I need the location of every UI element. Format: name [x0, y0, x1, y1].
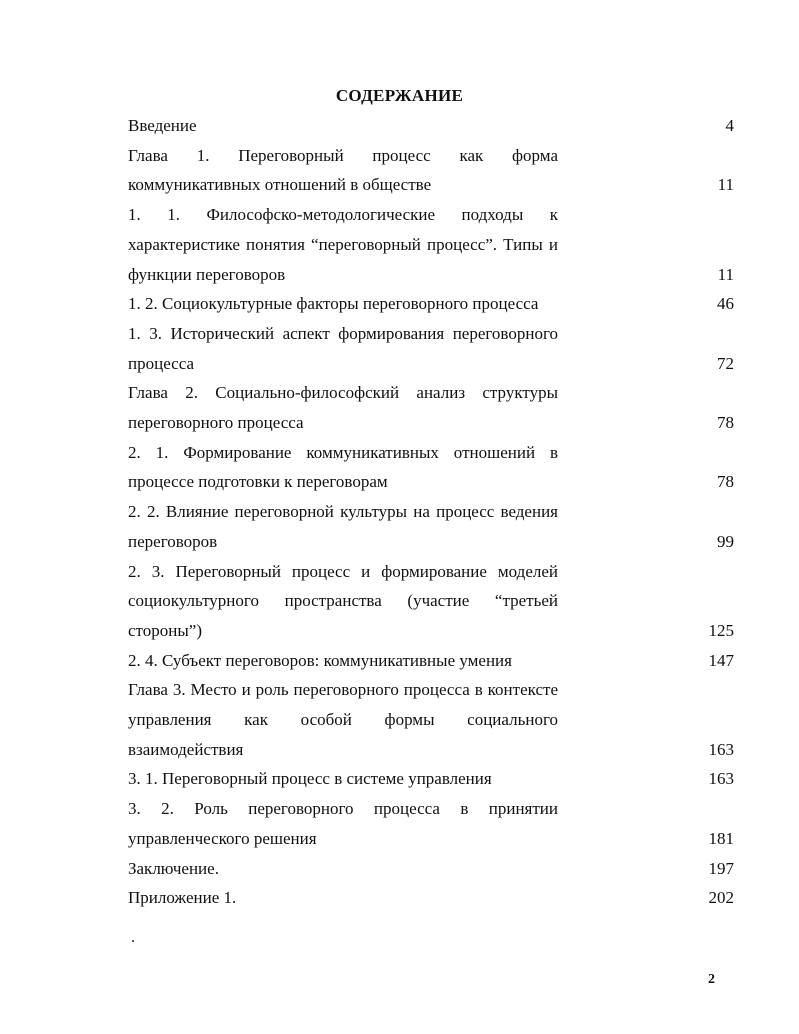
toc-entry [128, 141, 736, 200]
toc-entry-page: 163 [708, 739, 734, 759]
toc-entry-text: Глава 2. Социально-философский анализ структуры переговорного процесса [128, 383, 558, 433]
toc-entry-text: Глава 3. Место и роль переговорного процесса в контексте управления как особой формы социального взаимодействия [128, 680, 558, 759]
toc-entry-text: 2. 2. Влияние переговорной культуры на процесс ведения переговоров [128, 502, 558, 551]
toc-entry-text: Заключение. [128, 858, 219, 878]
toc-entry [128, 764, 736, 794]
toc-entry [128, 794, 736, 853]
toc-entry-text: Введение [128, 116, 197, 135]
toc-entry [128, 854, 736, 884]
toc-entry [128, 319, 736, 378]
toc-entry [128, 675, 736, 764]
stray-mark: . [131, 929, 135, 946]
toc-entry-page: 202 [708, 888, 734, 908]
toc-entry [128, 497, 736, 556]
toc-entry-page: 4 [725, 116, 734, 135]
toc-entry [128, 438, 736, 497]
toc-entry-page: 181 [708, 828, 734, 848]
toc-entry-text: 2. 4. Субъект переговоров: коммуникативные умения [128, 650, 512, 670]
toc-entry [128, 289, 736, 319]
page-number: 2 [708, 972, 715, 987]
toc-entry-page: 99 [717, 531, 734, 551]
table-of-contents [128, 111, 736, 913]
toc-entry [128, 646, 736, 676]
toc-entry-text: 3. 2. Роль переговорного процесса в принятии управленческого решения [128, 799, 558, 848]
toc-entry-text: 2. 1. Формирование коммуникативных отношений в процессе подготовки к переговорам [128, 442, 558, 492]
toc-entry-page: 125 [708, 620, 734, 640]
toc-entry-text: 2. 3. Переговорный процесс и формирование моделей социокультурного пространства (участие “третьей стороны”) [128, 561, 558, 640]
toc-entry-page: 197 [708, 858, 734, 878]
toc-entry-page: 11 [717, 175, 734, 195]
toc-entry-text: 1. 3. Исторический аспект формирования переговорного процесса [128, 323, 558, 373]
toc-entry [128, 378, 736, 437]
toc-entry-page: 163 [708, 769, 734, 789]
toc-entry [128, 200, 736, 289]
toc-entry-page: 46 [717, 294, 734, 314]
toc-entry [128, 557, 736, 646]
toc-entry [128, 111, 736, 141]
toc-entry-page: 78 [717, 413, 734, 433]
toc-entry-text: 1. 1. Философско-методологические подходы к характеристике понятия “переговорный процесс”. Типы и функции переговоров [128, 205, 558, 284]
toc-entry-text: Глава 1. Переговорный процесс как форма коммуникативных отношений в обществе [128, 145, 558, 195]
toc-entry-text: Приложение 1. [128, 888, 237, 908]
toc-entry-page: 147 [708, 650, 734, 670]
toc-entry [128, 883, 736, 913]
toc-entry-page: 78 [717, 472, 734, 492]
toc-entry-page: 11 [717, 264, 734, 284]
page-title: СОДЕРЖАНИЕ [335, 86, 464, 105]
toc-entry-text: 3. 1. Переговорный процесс в системе управления [128, 769, 492, 789]
toc-entry-text: 1. 2. Социокультурные факторы переговорного процесса [128, 294, 539, 314]
toc-entry-page: 72 [717, 353, 734, 373]
